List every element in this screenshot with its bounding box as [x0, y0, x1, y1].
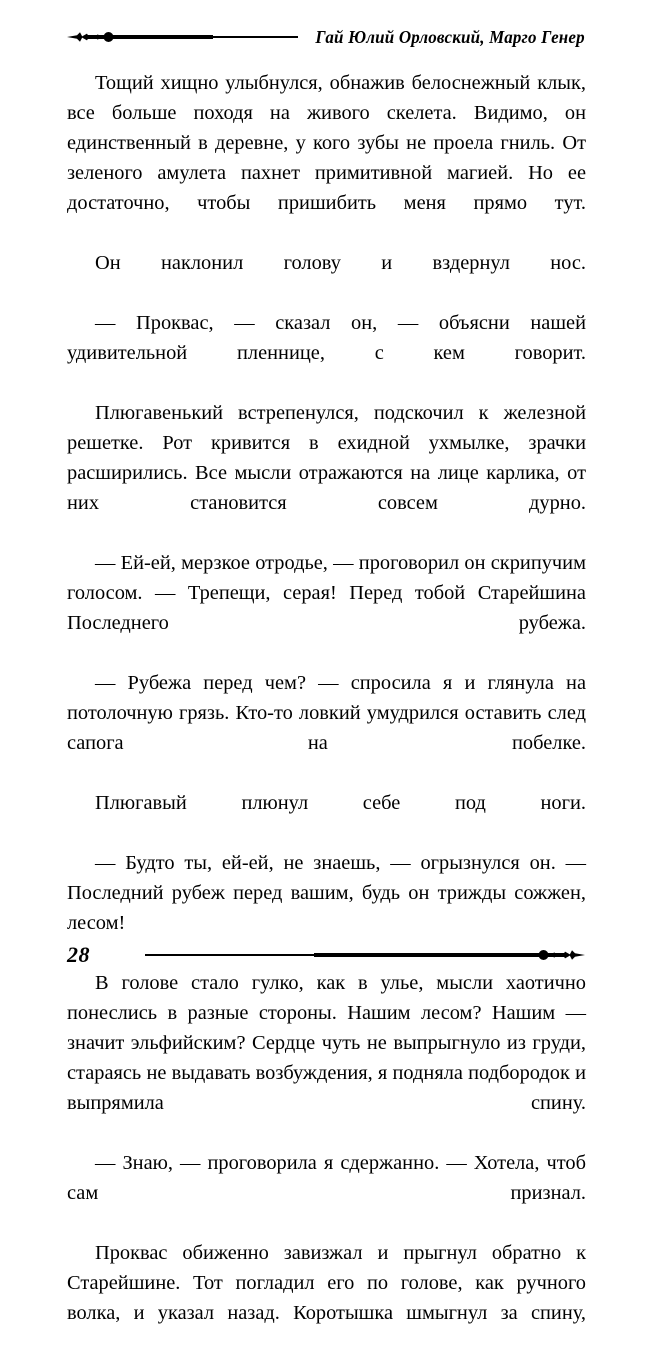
paragraph: — Ей-ей, мерзкое отродье, — проговорил он скрипучим голосом. — Трепещи, серая! Перед тобой Старейшина Последнего рубежа. — [67, 552, 586, 634]
paragraph: Плюгавенький встрепенулся, подскочил к железной решетке. Рот кривится в ехидной ухмылке, зрачки расширились. Все мысли отражаются на лице карлика, от них становится совсем дурно. — [67, 402, 586, 514]
page-footer — [67, 938, 585, 972]
paragraph: Плюгавый плюнул себе под ноги. — [95, 792, 586, 814]
paragraph: — Знаю, — проговорила я сдержанно. — Хотела, чтоб сам признал. — [67, 1152, 586, 1204]
paragraph: В голове стало гулко, как в улье, мысли хаотично понеслись в разные стороны. Нашим лесом? Нашим — значит эльфийским? Сердце чуть не выпрыгнуло из груди, стараясь не выдавать возбуждения, я подняла подбородок и выпрямила спину. — [67, 972, 586, 1114]
body-text — [67, 68, 586, 1358]
header-rule — [67, 27, 298, 47]
paragraph: Он наклонил голову и вздернул нос. — [95, 252, 586, 274]
paragraph: Тощий хищно улыбнулся, обнажив белоснежный клык, все больше походя на живого скелета. Видимо, он единственный в деревне, у кого зубы не проела гниль. От зеленого амулета пахнет примитивной магией. Но ее достаточно, чтобы пришибить меня прямо тут. — [67, 72, 586, 214]
footer-rule — [145, 945, 585, 965]
paragraph: — Будто ты, ей-ей, не знаешь, — огрызнулся он. — Последний рубеж перед вашим, будь он трижды сожжен, лесом! — [67, 852, 586, 934]
running-head-authors: Гай Юлий Орловский, Марго Генер — [315, 26, 585, 47]
running-head — [67, 22, 585, 52]
dagger-ornament-icon — [493, 946, 585, 964]
page-number: 28 — [67, 942, 90, 967]
paragraph: — Рубежа перед чем? — спросила я и глянула на потолочную грязь. Кто-то ловкий умудрился оставить след сапога на побелке. — [67, 672, 586, 754]
paragraph: — Проквас, — сказал он, — объясни нашей удивительной пленнице, с кем говорит. — [67, 312, 586, 364]
dagger-ornament-icon — [67, 28, 159, 46]
paragraph: Проквас обиженно завизжал и прыгнул обратно к Старейшине. Тот погладил его по голове, как ручного волка, и указал назад. Коротышка шмыгнул за спину, — [67, 1242, 586, 1324]
